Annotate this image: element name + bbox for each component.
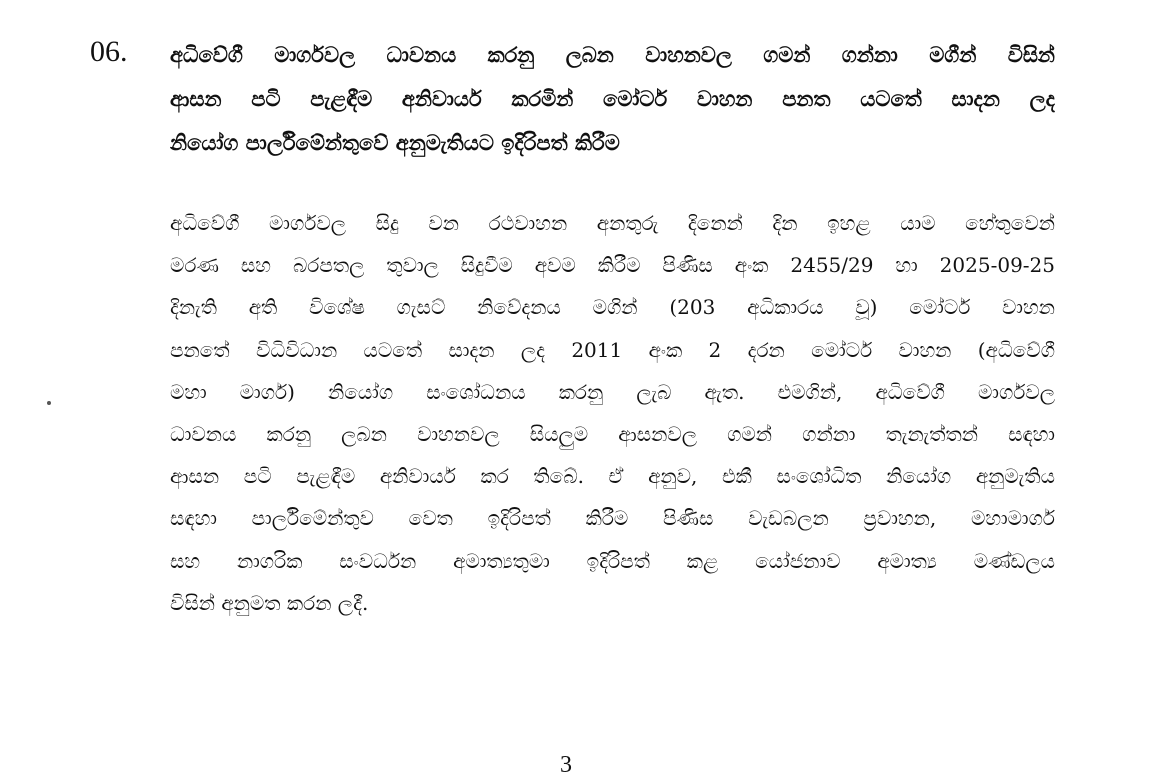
body-line: ආසන පටි පැළඳීම අනිවාර්ය කර තිබේ. ඒ අනුව, එකී සංශෝධිත නියෝග අනුමැතිය — [170, 464, 1055, 489]
item-number: 06. — [90, 35, 128, 68]
heading-line: ආසන පටි පැළඳීම අනිවාර්ය කරමින් මෝටර් වාහන පනත යටතේ සාදන ලද — [170, 86, 1055, 111]
item-body-paragraph — [170, 202, 1055, 624]
body-line: මරණ සහ බරපතල තුවාල සිදුවීම අවම කිරීම පිණිස අංක 2455/29 හා 2025-09-25 — [170, 253, 1055, 278]
scan-speck — [47, 401, 51, 405]
body-line: විසින් අනුමත කරන ලදී. — [170, 590, 369, 615]
body-line: මහා මාර්ග) නියෝග සංශෝධනය කරනු ලැබ ඇත. එමගින්, අධිවේගී මාර්ගවල — [170, 379, 1055, 404]
body-line: පනතේ විධිවිධාන යටතේ සාදන ලද 2011 අංක 2 දරන මෝටර් වාහන (අධිවේගී — [170, 337, 1055, 362]
body-line: සඳහා පාර්ලිමේන්තුව වෙත ඉදිරිපත් කිරීම පිණිස වැඩබලන ප්‍රවාහන, මහාමාර්ග — [170, 506, 1055, 531]
body-line: දිනැති අති විශේෂ ගැසට් නිවේදනය මගින් (203 අධිකාරය වූ) මෝටර් වාහන — [170, 295, 1055, 320]
heading-line: නියෝග පාර්ලිමේන්තුවේ අනුමැතියට ඉදිරිපත් කිරීම — [170, 130, 620, 155]
item-heading — [170, 33, 1055, 165]
body-line: සහ නාගරික සංවර්ධන අමාත්‍යතුමා ඉදිරිපත් කළ යෝජනාව අමාත්‍ය මණ්ඩලය — [170, 548, 1055, 573]
body-line: අධිවේගී මාර්ගවල සිදු වන රථවාහන අනතුරු දිනෙන් දින ඉහළ යාම හේතුවෙන් — [170, 211, 1055, 235]
heading-line: අධිවේගී මාර්ගවල ධාවනය කරනු ලබන වාහනවල ගමන් ගන්නා මගීන් විසින් — [170, 42, 1055, 67]
page-number: 3 — [560, 752, 572, 778]
body-line: ධාවනය කරනු ලබන වාහනවල සියලුම ආසනවල ගමන් ගන්නා තැනැත්තන් සඳහා — [170, 422, 1055, 447]
